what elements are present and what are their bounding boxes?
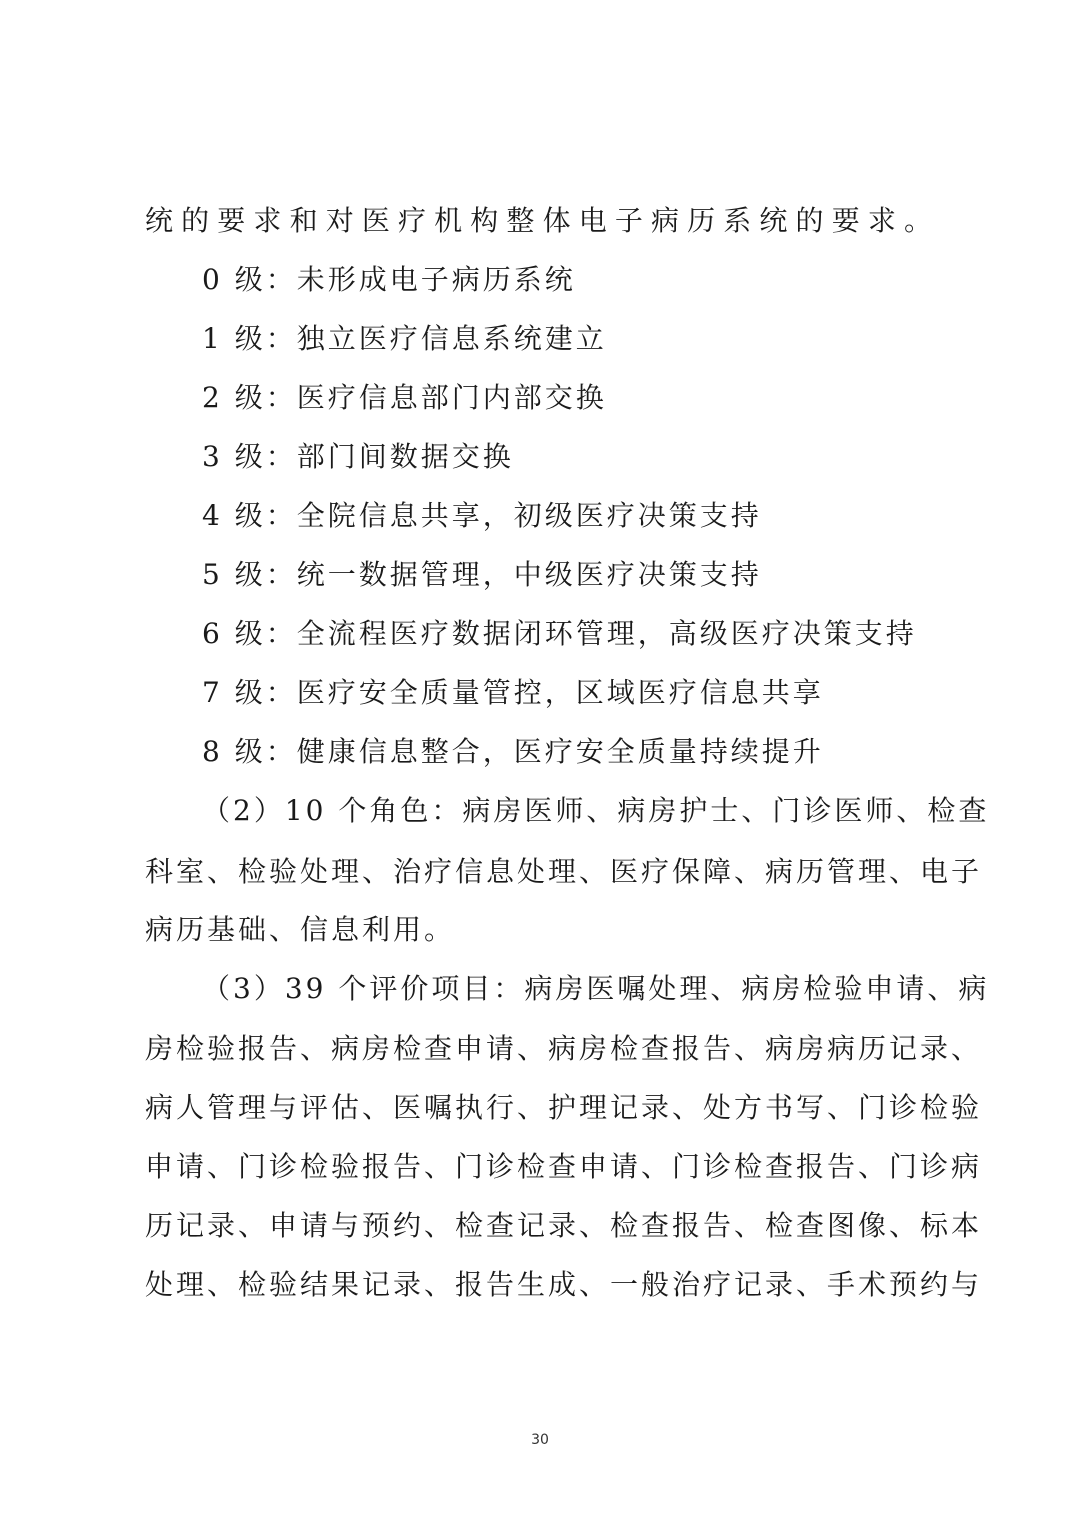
roles-paragraph-line: 病历基础、信息利用。	[145, 913, 456, 946]
items-paragraph-line: 房检验报告、病房检查申请、病房检查报告、病房病历记录、	[145, 1032, 983, 1065]
level-item-3: 3 级：部门间数据交换	[202, 440, 514, 473]
level-item-2: 2 级：医疗信息部门内部交换	[202, 381, 607, 414]
level-item-6: 6 级：全流程医疗数据闭环管理，高级医疗决策支持	[202, 617, 917, 650]
page-number: 30	[531, 1432, 549, 1448]
level-item-8: 8 级：健康信息整合，医疗安全质量持续提升	[202, 735, 824, 768]
level-item-1: 1 级：独立医疗信息系统建立	[202, 322, 607, 355]
items-paragraph-line: 历记录、申请与预约、检查记录、检查报告、检查图像、标本	[145, 1209, 983, 1242]
roles-paragraph-line: 科室、检验处理、治疗信息处理、医疗保障、病历管理、电子	[145, 855, 983, 888]
level-item-5: 5 级：统一数据管理，中级医疗决策支持	[202, 558, 762, 591]
level-item-4: 4 级：全院信息共享，初级医疗决策支持	[202, 499, 762, 532]
level-item-7: 7 级：医疗安全质量管控，区域医疗信息共享	[202, 676, 824, 709]
items-paragraph-line: 申请、门诊检验报告、门诊检查申请、门诊检查报告、门诊病	[145, 1150, 983, 1183]
items-paragraph-line: （3）39 个评价项目：病房医嘱处理、病房检验申请、病	[202, 972, 990, 1005]
items-paragraph-line: 处理、检验结果记录、报告生成、一般治疗记录、手术预约与	[145, 1268, 983, 1301]
level-item-0: 0 级：未形成电子病历系统	[202, 263, 576, 296]
paragraph-line: 统的要求和对医疗机构整体电子病历系统的要求。	[145, 204, 935, 237]
items-paragraph-line: 病人管理与评估、医嘱执行、护理记录、处方书写、门诊检验	[145, 1091, 983, 1124]
roles-paragraph-line: （2）10 个角色：病房医师、病房护士、门诊医师、检查	[202, 794, 990, 827]
